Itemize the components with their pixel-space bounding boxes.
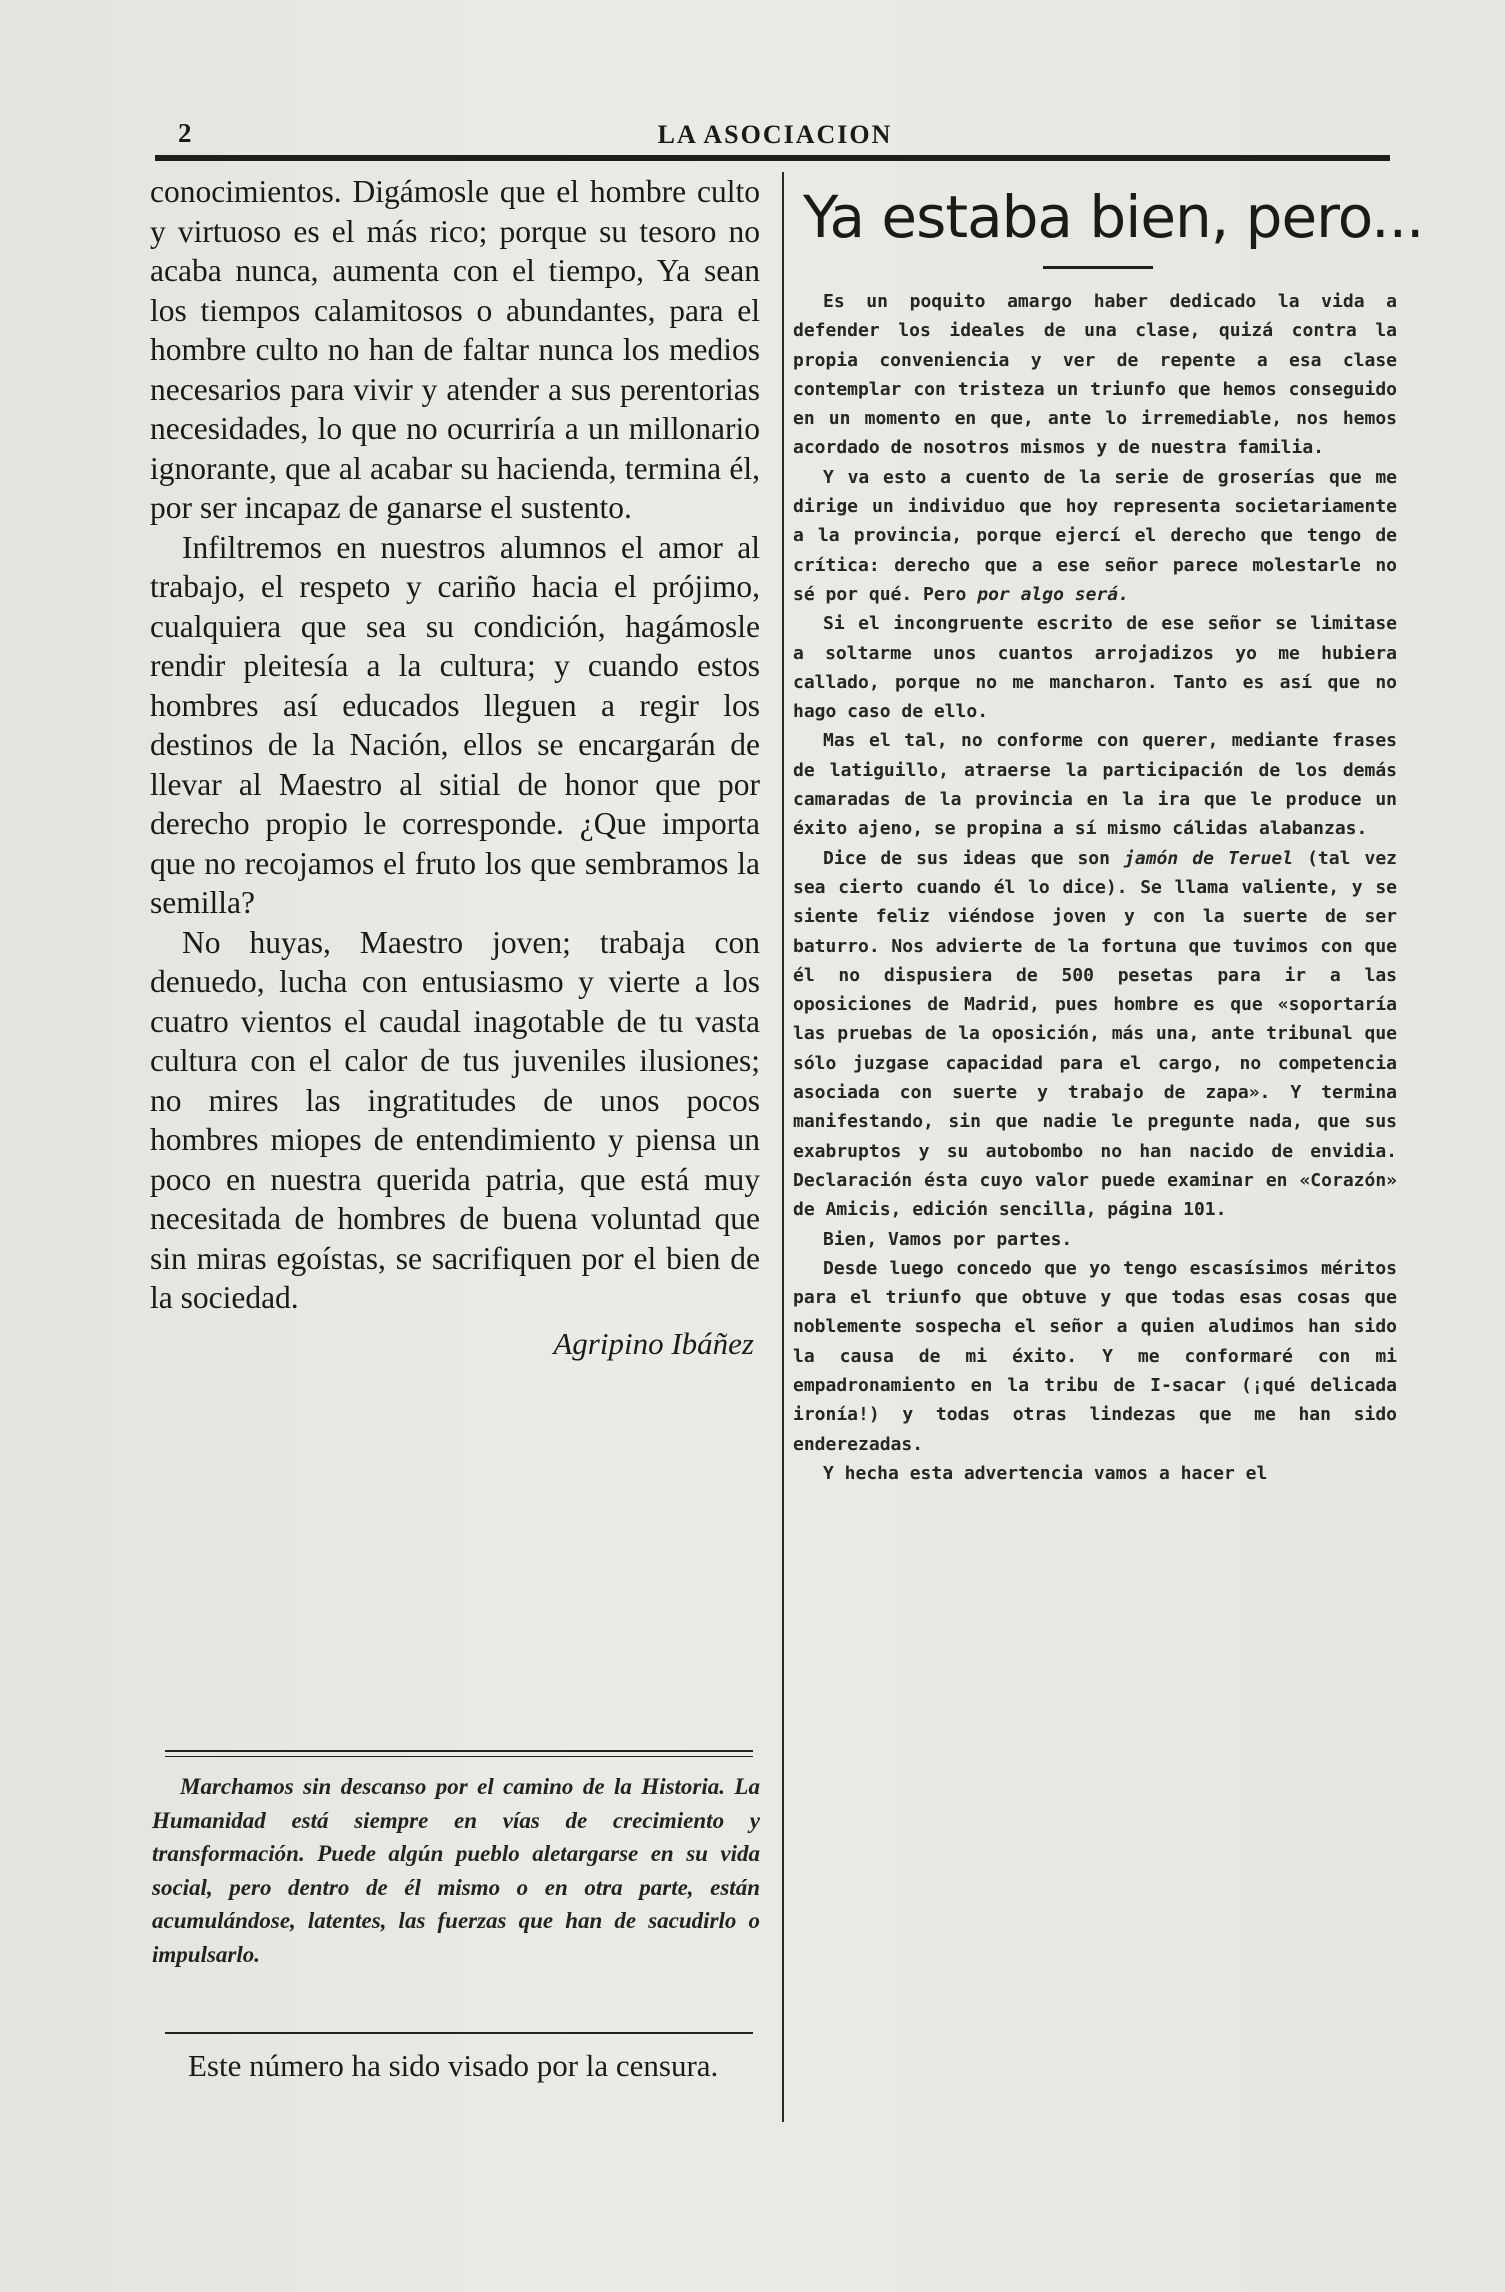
headline-rule xyxy=(1043,266,1153,269)
author-signature: Agripino Ibáñez xyxy=(553,1325,754,1361)
left-paragraph: No huyas, Maestro joven; trabaja con denuedo, lucha con entusiasmo y vierte a los cuatro vientos el caudal inagotable de tu vasta cultura con el calor de tus juveniles ilusiones; no mires las ingratitudes de unos pocos hombres miopes de entendimiento y piensa un poco en nuestra querida patria, que está muy necesitada de hombres de buena voluntad que sin miras egoístas, se sacrifiquen por el bien de la sociedad. xyxy=(150,924,760,1315)
article-paragraph: Y va esto a cuento de la serie de groserías que me dirige un individuo que hoy representa societariamente a la provincia, porque ejercí el derecho que tengo de crítica: derecho que a ese señor parece molestarle no sé por qué. Pero por algo será. xyxy=(793,466,1397,605)
divider-rule xyxy=(165,2032,753,2034)
running-title: LA ASOCIACION xyxy=(657,120,893,149)
divider-rule xyxy=(165,1750,753,1752)
article-paragraph: Mas el tal, no conforme con querer, mediante frases de latiguillo, atraerse la participación de los demás camaradas de la provincia en la ira que le produce un éxito ajeno, se propina a sí mismo cálidas alabanzas. xyxy=(793,730,1397,840)
left-column xyxy=(150,172,760,1363)
column-divider xyxy=(782,172,784,2122)
article-paragraph: Bien, Vamos por partes. xyxy=(823,1228,1073,1250)
article-paragraph: Es un poquito amargo haber dedicado la vida a defender los ideales de una clase, quizá contra la propia conveniencia y ver de repente a esa clase contemplar con tristeza un triunfo que hemos conseguido en un momento en que, ante lo irremediable, nos hemos acordado de nosotros mismos y de nuestra familia. xyxy=(793,291,1397,459)
article-paragraph: Dice de sus ideas que son jamón de Teruel (tal vez sea cierto cuando él lo dice). Se llama valiente, y se siente feliz viéndose joven y con la suerte de ser baturro. Nos advierte de la fortuna que tuvimos con que él no dispusiera de 500 pesetas para ir a las oposiciones de Madrid, pues hombre es que «soportaría las pruebas de la oposición, más una, ante tribunal que sólo juzgase capacidad para el cargo, no competencia asociada con suerte y trabajo de zapa». Y termina manifestando, sin que nadie le pregunte nada, que sus exabruptos y su autobombo no han nacido de envidia. Declaración ésta cuyo valor puede examinar en «Corazón» de Amicis, edición sencilla, página 101. xyxy=(793,847,1397,1221)
page-number: 2 xyxy=(178,118,192,148)
censor-note: Este número ha sido visado por la censura. xyxy=(188,2048,719,2083)
article-paragraph: Si el incongruente escrito de ese señor se limitase a soltarme unos cuantos arrojadizos yo me hubiera callado, porque no me mancharon. Tanto es así que no hago caso de ello. xyxy=(793,613,1397,723)
article-body xyxy=(793,287,1397,1488)
divider-rule xyxy=(165,1756,753,1757)
left-paragraph: Infiltremos en nuestros alumnos el amor al trabajo, el respeto y cariño hacia el prójimo, cualquiera que sea su condición, hagámosle rendir pleitesía a la cultura; y cuando estos hombres así educados lleguen a regir los destinos de la Nación, ellos se encargarán de llevar al Maestro al sitial de honor que por derecho propio le corresponde. ¿Que importa que no recojamos el fruto los que sembramos la semilla? xyxy=(150,529,760,920)
article-paragraph: Desde luego concedo que yo tengo escasísimos méritos para el triunfo que obtuve y que todas esas cosas que noblemente sospecha el señor a quien aludimos han sido la causa de mi éxito. Y me conformaré con mi empadronamiento en la tribu de I-sacar (¡qué delicada ironía!) y todas otras lindezas que me han sido enderezadas. xyxy=(793,1257,1397,1455)
quote-box: Marchamos sin descanso por el camino de la Historia. La Humanidad está siempre en vías de crecimiento y transformación. Puede algún pueblo aletargarse en su vida social, pero dentro de él mismo o en otra parte, están acumulándose, latentes, las fuerzas que han de sacudirlo o impulsarlo. xyxy=(152,1774,760,1967)
article-paragraph: Y hecha esta advertencia vamos a hacer el xyxy=(823,1462,1268,1484)
page-header xyxy=(160,112,1390,152)
left-paragraph: conocimientos. Digámosle que el hombre culto y virtuoso es el más rico; porque su tesoro no acaba nunca, aumenta con el tiempo, Ya sean los tiempos calamitosos o abundantes, para el hombre culto no han de faltar nunca los medios necesarios para vivir y atender a sus perentorias necesidades, lo que no ocurriría a un millonario ignorante, que al acabar su hacienda, termina él, por ser incapaz de ganarse el sustento. xyxy=(150,174,760,525)
article-headline: Ya estaba bien, pero... xyxy=(803,183,1424,251)
header-rule xyxy=(155,155,1390,161)
right-column xyxy=(793,182,1424,1488)
